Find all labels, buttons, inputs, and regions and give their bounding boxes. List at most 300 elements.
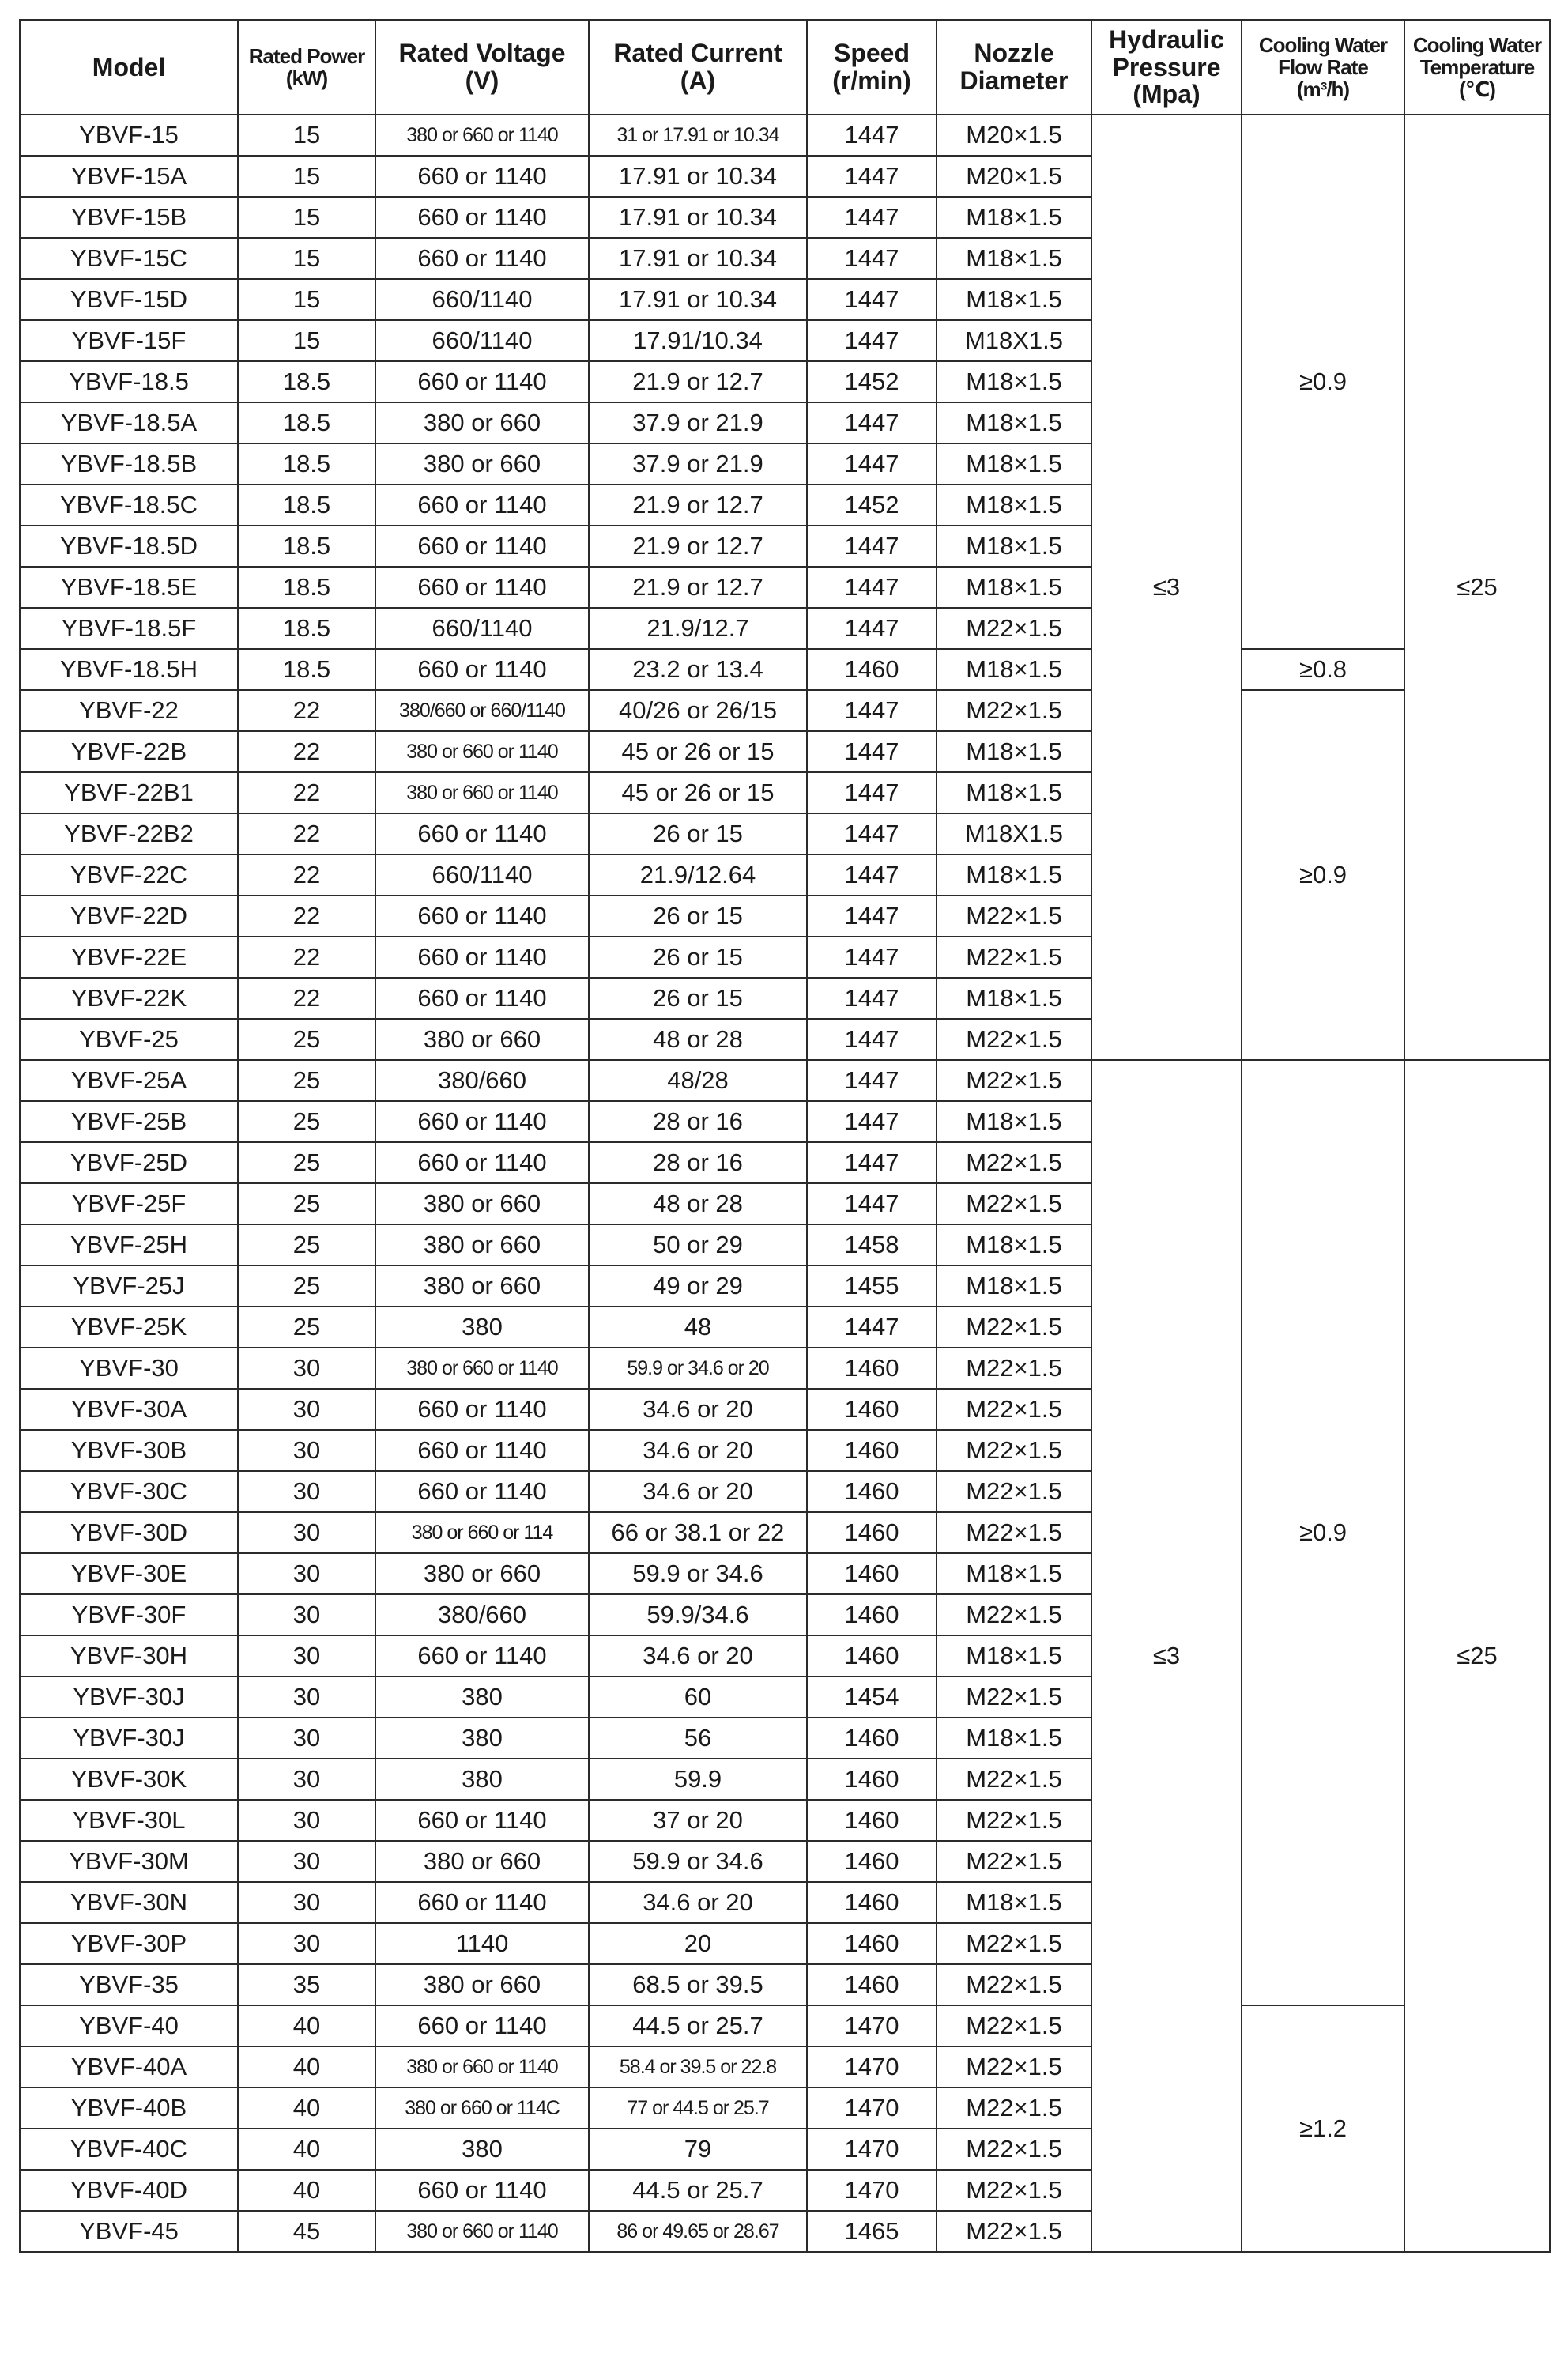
cell-speed: 1460 [807,1553,937,1594]
cell-rated-voltage: 380 [375,1718,589,1759]
cell-nozzle-diameter: M18×1.5 [937,1265,1091,1307]
cell-nozzle-diameter: M22×1.5 [937,1471,1091,1512]
table-row [20,115,1550,156]
cell-model: YBVF-30J [20,1676,238,1718]
cell-rated-current: 26 or 15 [589,896,807,937]
header-rated-voltage [375,20,589,115]
cell-rated-voltage: 380 or 660 or 114C [375,2088,589,2129]
cell-rated-voltage: 380 [375,1307,589,1348]
cell-model: YBVF-30P [20,1923,238,1964]
cell-rated-current: 45 or 26 or 15 [589,731,807,772]
cell-speed: 1454 [807,1676,937,1718]
header-line: (Mpa) [1133,80,1200,109]
cell-speed: 1460 [807,1759,937,1800]
motor-spec-table [19,19,1551,2253]
cell-rated-voltage: 660 or 1140 [375,485,589,526]
cell-rated-power: 35 [238,1964,375,2005]
cell-rated-current: 44.5 or 25.7 [589,2005,807,2046]
cell-speed: 1447 [807,156,937,197]
cell-speed: 1447 [807,813,937,854]
cell-rated-voltage: 660 or 1140 [375,238,589,279]
cell-model: YBVF-18.5E [20,567,238,608]
cell-speed: 1447 [807,896,937,937]
cell-nozzle-diameter: M18×1.5 [937,402,1091,443]
cell-rated-current: 59.9 or 34.6 [589,1841,807,1882]
cell-rated-power: 25 [238,1101,375,1142]
cell-rated-power: 40 [238,2046,375,2088]
cell-rated-power: 40 [238,2088,375,2129]
cell-nozzle-diameter: M22×1.5 [937,1923,1091,1964]
cell-nozzle-diameter: M18×1.5 [937,1882,1091,1923]
header-line: Cooling Water [1412,32,1542,57]
cell-rated-voltage: 660/1140 [375,279,589,320]
cell-rated-current: 37.9 or 21.9 [589,443,807,485]
cell-speed: 1447 [807,608,937,649]
cell-nozzle-diameter: M22×1.5 [937,2129,1091,2170]
cell-rated-voltage: 380 or 660 [375,1265,589,1307]
table-row [20,1060,1550,1101]
cell-speed: 1447 [807,1101,937,1142]
cell-model: YBVF-15C [20,238,238,279]
cell-rated-current: 56 [589,1718,807,1759]
cell-speed: 1470 [807,2005,937,2046]
table-row [20,649,1550,690]
cell-rated-voltage: 380 or 660 or 1140 [375,772,589,813]
cell-rated-current: 37.9 or 21.9 [589,402,807,443]
cell-rated-voltage: 660 or 1140 [375,937,589,978]
cell-rated-voltage: 380/660 [375,1594,589,1635]
cell-nozzle-diameter: M22×1.5 [937,1019,1091,1060]
cell-rated-power: 30 [238,1348,375,1389]
cell-rated-current: 21.9 or 12.7 [589,567,807,608]
cell-rated-current: 34.6 or 20 [589,1471,807,1512]
cell-model: YBVF-18.5C [20,485,238,526]
cell-rated-current: 34.6 or 20 [589,1430,807,1471]
cell-model: YBVF-18.5A [20,402,238,443]
header-line: Diameter [959,66,1069,95]
cell-rated-power: 30 [238,1594,375,1635]
cell-speed: 1447 [807,1142,937,1183]
cell-speed: 1447 [807,690,937,731]
cell-speed: 1455 [807,1265,937,1307]
cell-rated-current: 28 or 16 [589,1101,807,1142]
cell-rated-voltage: 380 or 660 [375,1183,589,1224]
cell-speed: 1452 [807,485,937,526]
cell-hydraulic-pressure: ≤3 [1091,1060,1242,2252]
cell-rated-voltage: 660/1140 [375,854,589,896]
cell-rated-power: 30 [238,1841,375,1882]
cell-speed: 1460 [807,1471,937,1512]
cell-rated-power: 25 [238,1060,375,1101]
cell-model: YBVF-30D [20,1512,238,1553]
cell-rated-current: 34.6 or 20 [589,1882,807,1923]
cell-rated-current: 23.2 or 13.4 [589,649,807,690]
cell-speed: 1460 [807,1800,937,1841]
cell-nozzle-diameter: M18×1.5 [937,854,1091,896]
cell-speed: 1460 [807,1882,937,1923]
cell-rated-current: 34.6 or 20 [589,1389,807,1430]
cell-speed: 1460 [807,1389,937,1430]
cell-rated-current: 28 or 16 [589,1142,807,1183]
header-line: (V) [465,66,499,95]
cell-speed: 1447 [807,854,937,896]
cell-rated-current: 17.91/10.34 [589,320,807,361]
cell-speed: 1447 [807,731,937,772]
cell-nozzle-diameter: M22×1.5 [937,2170,1091,2211]
cell-speed: 1447 [807,320,937,361]
header-rated-power [238,20,375,115]
cell-rated-voltage: 660 or 1140 [375,1882,589,1923]
header-line: Model [92,52,166,81]
cell-rated-current: 59.9 or 34.6 or 20 [589,1348,807,1389]
cell-rated-voltage: 380 or 660 [375,402,589,443]
cell-model: YBVF-40B [20,2088,238,2129]
cell-nozzle-diameter: M18×1.5 [937,238,1091,279]
cell-rated-voltage: 660 or 1140 [375,649,589,690]
cell-speed: 1460 [807,1594,937,1635]
cell-rated-current: 77 or 44.5 or 25.7 [589,2088,807,2129]
cell-rated-power: 15 [238,279,375,320]
cell-rated-power: 25 [238,1142,375,1183]
cell-cooling-water-temperature: ≤25 [1404,115,1550,1060]
cell-rated-current: 58.4 or 39.5 or 22.8 [589,2046,807,2088]
cell-rated-power: 22 [238,690,375,731]
cell-rated-voltage: 380 or 660 [375,1019,589,1060]
cell-rated-power: 18.5 [238,361,375,402]
cell-nozzle-diameter: M22×1.5 [937,1759,1091,1800]
cell-rated-current: 40/26 or 26/15 [589,690,807,731]
cell-rated-current: 26 or 15 [589,978,807,1019]
cell-rated-current: 31 or 17.91 or 10.34 [589,115,807,156]
cell-rated-power: 22 [238,731,375,772]
cell-rated-current: 50 or 29 [589,1224,807,1265]
cell-nozzle-diameter: M22×1.5 [937,2005,1091,2046]
cell-model: YBVF-25B [20,1101,238,1142]
cell-rated-voltage: 660 or 1140 [375,1635,589,1676]
cell-speed: 1470 [807,2170,937,2211]
cell-rated-voltage: 380 or 660 or 1140 [375,1348,589,1389]
cell-speed: 1460 [807,1841,937,1882]
cell-cooling-water-flow-rate: ≥0.9 [1242,690,1404,1060]
cell-nozzle-diameter: M22×1.5 [937,1594,1091,1635]
cell-rated-power: 30 [238,1676,375,1718]
cell-rated-power: 18.5 [238,402,375,443]
cell-rated-voltage: 660 or 1140 [375,1471,589,1512]
cell-cooling-water-flow-rate: ≥0.9 [1242,1060,1404,2005]
cell-speed: 1447 [807,197,937,238]
cell-nozzle-diameter: M18×1.5 [937,197,1091,238]
cell-speed: 1460 [807,1718,937,1759]
cell-rated-voltage: 1140 [375,1923,589,1964]
cell-model: YBVF-40C [20,2129,238,2170]
cell-speed: 1465 [807,2211,937,2252]
cell-rated-power: 15 [238,238,375,279]
cell-rated-current: 86 or 49.65 or 28.67 [589,2211,807,2252]
cell-model: YBVF-22B [20,731,238,772]
cell-nozzle-diameter: M22×1.5 [937,2088,1091,2129]
cell-rated-power: 30 [238,1471,375,1512]
cell-rated-current: 48 [589,1307,807,1348]
cell-model: YBVF-25J [20,1265,238,1307]
cell-hydraulic-pressure: ≤3 [1091,115,1242,1060]
cell-rated-voltage: 380 or 660 or 1140 [375,2046,589,2088]
cell-speed: 1460 [807,1635,937,1676]
cell-nozzle-diameter: M22×1.5 [937,1964,1091,2005]
header-line: (m³/h) [1296,77,1350,102]
cell-model: YBVF-40 [20,2005,238,2046]
cell-speed: 1447 [807,772,937,813]
cell-rated-power: 22 [238,937,375,978]
cell-rated-current: 17.91 or 10.34 [589,238,807,279]
cell-rated-voltage: 660/1140 [375,608,589,649]
cell-rated-voltage: 380 or 660 or 1140 [375,115,589,156]
cell-speed: 1447 [807,238,937,279]
cell-nozzle-diameter: M18×1.5 [937,485,1091,526]
cell-rated-power: 30 [238,1512,375,1553]
cell-nozzle-diameter: M18×1.5 [937,649,1091,690]
cell-rated-current: 21.9 or 12.7 [589,361,807,402]
cell-rated-power: 15 [238,156,375,197]
cell-model: YBVF-45 [20,2211,238,2252]
cell-model: YBVF-30N [20,1882,238,1923]
cell-nozzle-diameter: M18X1.5 [937,813,1091,854]
cell-rated-voltage: 380 or 660 [375,443,589,485]
cell-nozzle-diameter: M22×1.5 [937,1512,1091,1553]
cell-model: YBVF-22 [20,690,238,731]
cell-rated-power: 25 [238,1183,375,1224]
cell-nozzle-diameter: M22×1.5 [937,1800,1091,1841]
cell-nozzle-diameter: M22×1.5 [937,1142,1091,1183]
cell-nozzle-diameter: M18×1.5 [937,1224,1091,1265]
cell-rated-power: 22 [238,978,375,1019]
header-line: (r/min) [832,66,911,95]
cell-rated-power: 30 [238,1759,375,1800]
cell-model: YBVF-18.5F [20,608,238,649]
cell-rated-voltage: 380 [375,2129,589,2170]
cell-speed: 1447 [807,115,937,156]
cell-rated-power: 25 [238,1265,375,1307]
cell-model: YBVF-30C [20,1471,238,1512]
cell-rated-current: 21.9 or 12.7 [589,526,807,567]
cell-rated-current: 44.5 or 25.7 [589,2170,807,2211]
cell-rated-current: 34.6 or 20 [589,1635,807,1676]
cell-rated-power: 18.5 [238,526,375,567]
cell-rated-power: 25 [238,1307,375,1348]
cell-model: YBVF-18.5 [20,361,238,402]
cell-rated-power: 18.5 [238,567,375,608]
cell-rated-voltage: 380 or 660 or 1140 [375,731,589,772]
cell-rated-voltage: 380 or 660 [375,1841,589,1882]
cell-speed: 1447 [807,1060,937,1101]
cell-speed: 1470 [807,2129,937,2170]
cell-nozzle-diameter: M22×1.5 [937,1307,1091,1348]
cell-rated-voltage: 660 or 1140 [375,1101,589,1142]
header-model [20,20,238,115]
header-line: Hydraulic [1109,25,1224,55]
header-cooling-water-flow-rate [1242,20,1404,115]
cell-cooling-water-flow-rate: ≥0.8 [1242,649,1404,690]
cell-rated-current: 66 or 38.1 or 22 [589,1512,807,1553]
cell-rated-current: 45 or 26 or 15 [589,772,807,813]
cell-rated-voltage: 660 or 1140 [375,813,589,854]
cell-model: YBVF-25A [20,1060,238,1101]
cell-nozzle-diameter: M22×1.5 [937,1060,1091,1101]
header-line: (A) [680,66,716,95]
cell-nozzle-diameter: M22×1.5 [937,1183,1091,1224]
header-speed [807,20,937,115]
cell-nozzle-diameter: M22×1.5 [937,608,1091,649]
cell-nozzle-diameter: M22×1.5 [937,1430,1091,1471]
cell-model: YBVF-18.5B [20,443,238,485]
cell-model: YBVF-22K [20,978,238,1019]
cell-rated-current: 48/28 [589,1060,807,1101]
cell-rated-voltage: 660 or 1140 [375,526,589,567]
header-hydraulic-pressure [1091,20,1242,115]
cell-speed: 1460 [807,1964,937,2005]
cell-rated-power: 22 [238,896,375,937]
cell-rated-current: 20 [589,1923,807,1964]
cell-rated-voltage: 380 or 660 [375,1964,589,2005]
cell-nozzle-diameter: M18X1.5 [937,320,1091,361]
cell-rated-power: 18.5 [238,649,375,690]
cell-nozzle-diameter: M22×1.5 [937,1348,1091,1389]
cell-rated-power: 30 [238,1882,375,1923]
cell-rated-current: 26 or 15 [589,937,807,978]
cell-speed: 1460 [807,1348,937,1389]
cell-model: YBVF-18.5D [20,526,238,567]
cell-rated-power: 18.5 [238,485,375,526]
cell-rated-current: 48 or 28 [589,1183,807,1224]
cell-rated-power: 15 [238,115,375,156]
cell-nozzle-diameter: M18×1.5 [937,361,1091,402]
cell-rated-current: 79 [589,2129,807,2170]
cell-speed: 1460 [807,649,937,690]
cell-speed: 1460 [807,1923,937,1964]
cell-rated-power: 40 [238,2005,375,2046]
header-nozzle-diameter [937,20,1091,115]
cell-nozzle-diameter: M18×1.5 [937,978,1091,1019]
cell-rated-voltage: 660 or 1140 [375,567,589,608]
cell-cooling-water-temperature: ≤25 [1404,1060,1550,2252]
cell-rated-voltage: 380 [375,1759,589,1800]
cell-model: YBVF-15D [20,279,238,320]
cell-speed: 1447 [807,978,937,1019]
header-line: (kW) [285,66,328,90]
cell-rated-power: 40 [238,2170,375,2211]
cell-rated-power: 25 [238,1019,375,1060]
cell-rated-current: 49 or 29 [589,1265,807,1307]
cell-speed: 1447 [807,937,937,978]
cell-model: YBVF-30H [20,1635,238,1676]
cell-rated-current: 59.9 [589,1759,807,1800]
cell-speed: 1447 [807,1019,937,1060]
table-row [20,2005,1550,2046]
cell-speed: 1458 [807,1224,937,1265]
cell-speed: 1447 [807,1183,937,1224]
cell-nozzle-diameter: M22×1.5 [937,896,1091,937]
cell-speed: 1447 [807,279,937,320]
cell-rated-voltage: 380/660 [375,1060,589,1101]
cell-model: YBVF-22E [20,937,238,978]
cell-nozzle-diameter: M18×1.5 [937,567,1091,608]
header-line: Flow Rate [1278,55,1368,79]
cell-nozzle-diameter: M18×1.5 [937,279,1091,320]
cell-nozzle-diameter: M22×1.5 [937,2211,1091,2252]
cell-rated-current: 59.9 or 34.6 [589,1553,807,1594]
cell-nozzle-diameter: M18×1.5 [937,731,1091,772]
cell-rated-current: 26 or 15 [589,813,807,854]
cell-speed: 1460 [807,1430,937,1471]
cell-model: YBVF-40D [20,2170,238,2211]
cell-rated-power: 30 [238,1718,375,1759]
cell-model: YBVF-40A [20,2046,238,2088]
cell-rated-current: 21.9 or 12.7 [589,485,807,526]
cell-model: YBVF-25 [20,1019,238,1060]
header-line: Pressure [1112,52,1221,81]
cell-rated-power: 30 [238,1389,375,1430]
cell-nozzle-diameter: M20×1.5 [937,115,1091,156]
cell-model: YBVF-15B [20,197,238,238]
cell-model: YBVF-22B1 [20,772,238,813]
cell-nozzle-diameter: M22×1.5 [937,690,1091,731]
cell-model: YBVF-30L [20,1800,238,1841]
cell-rated-power: 15 [238,197,375,238]
cell-rated-power: 30 [238,1553,375,1594]
header-rated-current [589,20,807,115]
header-line: Rated Power [248,43,365,68]
cell-model: YBVF-18.5H [20,649,238,690]
table-body [20,115,1550,2252]
cell-nozzle-diameter: M22×1.5 [937,937,1091,978]
cell-model: YBVF-30J [20,1718,238,1759]
cell-nozzle-diameter: M22×1.5 [937,2046,1091,2088]
cell-model: YBVF-15 [20,115,238,156]
header-line: Rated Voltage [398,39,566,68]
cell-rated-current: 17.91 or 10.34 [589,279,807,320]
cell-model: YBVF-30K [20,1759,238,1800]
cell-model: YBVF-30M [20,1841,238,1882]
cell-model: YBVF-25H [20,1224,238,1265]
cell-model: YBVF-15A [20,156,238,197]
cell-rated-voltage: 660 or 1140 [375,156,589,197]
cell-nozzle-diameter: M20×1.5 [937,156,1091,197]
cell-rated-voltage: 660 or 1140 [375,978,589,1019]
cell-cooling-water-flow-rate: ≥1.2 [1242,2005,1404,2252]
cell-nozzle-diameter: M18×1.5 [937,772,1091,813]
cell-rated-current: 17.91 or 10.34 [589,197,807,238]
cell-model: YBVF-15F [20,320,238,361]
cell-rated-power: 25 [238,1224,375,1265]
cell-rated-power: 18.5 [238,608,375,649]
cell-rated-voltage: 380 or 660 [375,1553,589,1594]
header-line: (℃) [1459,77,1495,102]
cell-model: YBVF-30A [20,1389,238,1430]
cell-model: YBVF-25D [20,1142,238,1183]
cell-nozzle-diameter: M22×1.5 [937,1389,1091,1430]
table-row [20,690,1550,731]
cell-speed: 1447 [807,402,937,443]
header-cooling-water-temperature [1404,20,1550,115]
cell-rated-current: 37 or 20 [589,1800,807,1841]
cell-rated-current: 68.5 or 39.5 [589,1964,807,2005]
cell-rated-voltage: 660 or 1140 [375,1389,589,1430]
cell-rated-voltage: 660 or 1140 [375,2005,589,2046]
cell-speed: 1447 [807,443,937,485]
cell-rated-power: 15 [238,320,375,361]
cell-model: YBVF-30E [20,1553,238,1594]
cell-model: YBVF-35 [20,1964,238,2005]
header-line: Rated Current [613,39,782,68]
